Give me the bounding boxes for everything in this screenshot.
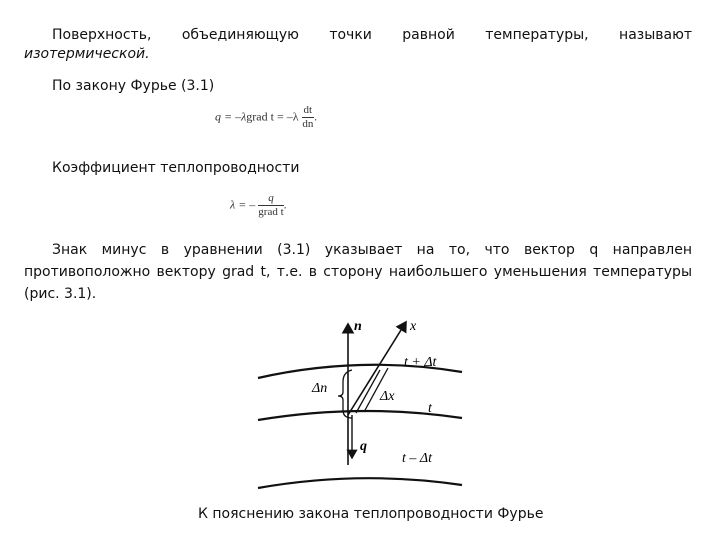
formula-left: q = –λ xyxy=(215,109,247,124)
label-n: n xyxy=(354,319,362,334)
paragraph-minus-sign-line1: Знак минус в уравнении (3.1) указывает на то, что вектор q направлен xyxy=(52,242,692,258)
dx-segment-a xyxy=(356,370,380,413)
paragraph-minus-sign-line2: противоположно вектору grad t, т.е. в сторону наибольшего уменьшения температуры xyxy=(24,264,692,280)
formula2-denominator: grad t xyxy=(258,206,284,218)
formula-lambda xyxy=(230,192,287,219)
figure-caption: К пояснению закона теплопроводности Фурье xyxy=(198,506,544,522)
label-t-plus: t + Δt xyxy=(404,355,437,370)
formula-middle: grad t = –λ xyxy=(246,109,299,124)
label-x: x xyxy=(410,319,417,334)
label-dx: Δx xyxy=(380,389,395,404)
paragraph-minus-sign-line3: (рис. 3.1). xyxy=(24,286,97,302)
word: называют xyxy=(619,27,693,43)
formula2-fraction xyxy=(258,192,283,219)
label-t-minus: t – Δt xyxy=(402,451,432,466)
paragraph-isothermal-line1 xyxy=(52,25,692,46)
formula-numerator: dt xyxy=(303,104,313,116)
paragraph-conductivity: Коэффициент теплопроводности xyxy=(52,160,300,176)
formula-fraction xyxy=(302,104,318,131)
label-t: t xyxy=(428,401,432,416)
formula2-left: λ = – xyxy=(230,197,256,212)
word: объединяющую xyxy=(181,27,299,43)
word: температуры, xyxy=(485,27,589,43)
isotherm-lower xyxy=(258,478,462,488)
word: равной xyxy=(402,27,455,43)
paragraph-fourier-law: По закону Фурье (3.1) xyxy=(52,78,215,94)
word: точки xyxy=(329,27,372,43)
formula-denominator: dn xyxy=(302,118,314,130)
formula-end: . xyxy=(314,109,318,124)
word: Поверхность, xyxy=(52,27,152,43)
formula-fourier xyxy=(215,104,317,131)
formula2-end: . xyxy=(283,197,287,212)
figure-fourier-diagram xyxy=(240,310,480,500)
formula2-numerator: q xyxy=(258,192,283,206)
label-dn: Δn xyxy=(312,381,328,396)
x-direction xyxy=(348,322,406,415)
label-q: q xyxy=(360,439,367,454)
paragraph-isothermal-line2: изотермической. xyxy=(24,46,150,62)
